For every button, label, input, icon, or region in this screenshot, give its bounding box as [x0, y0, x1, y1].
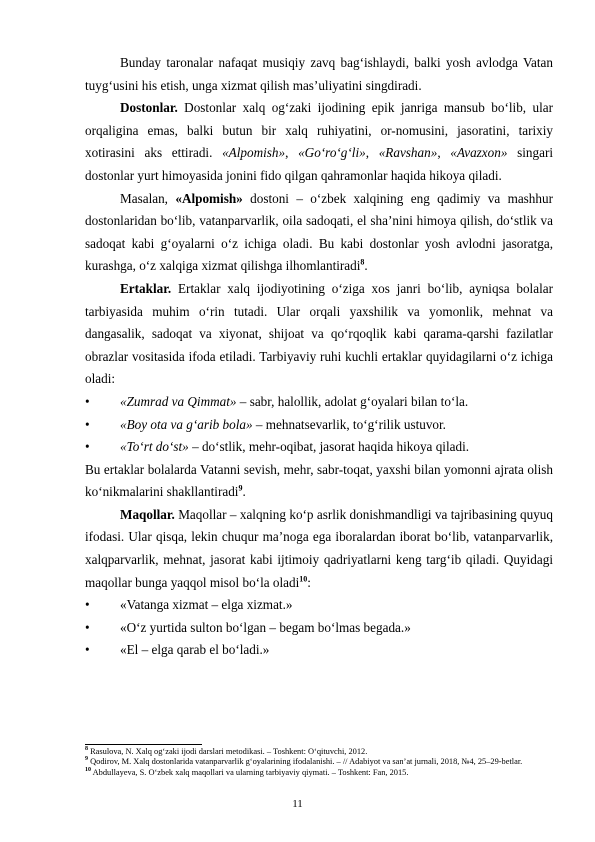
ertak-desc: – do‘stlik, mehr-oqibat, jasorat haqida hikoya qiladi. [188, 439, 470, 455]
colon: : [307, 574, 311, 590]
heading-maqollar: Maqollar. [120, 506, 175, 522]
list-item-ertak-2 [85, 414, 553, 437]
footnote-text: Qodirov, M. Xalq dostonlarida vatanparvarlik g‘oyalarining ifodalanishi. – // Adabiyot va san’at jurnali, 2018, №4, 25–29-betlar. [88, 757, 523, 767]
bullet-icon: • [85, 642, 90, 658]
maqol-text: «O‘z yurtida sulton bo‘lgan – begam bo‘lmas begada.» [120, 619, 411, 635]
list-item-ertak-1 [85, 391, 553, 414]
list-item-maqol-1 [85, 594, 553, 617]
heading-dostonlar: Dostonlar. [120, 100, 178, 116]
ertak-desc: – mehnatsevarlik, to‘g‘rilik ustuvor. [252, 416, 446, 432]
list-item-maqol-3 [85, 639, 553, 662]
period: . [242, 484, 246, 500]
ertak-title: «Boy ota va g‘arib bola» [120, 416, 253, 432]
footnote-ref-8[interactable]: 8 [360, 257, 365, 267]
footnote-number: 9 [85, 756, 88, 763]
footnote-ref-10[interactable]: 10 [299, 574, 308, 584]
paragraph-dostonlar [85, 97, 553, 187]
ertaklar-text: Ertaklar xalq ijodiyotining o‘ziga xos janri bo‘lib, ayniqsa bolalar tarbiyasida muhim o‘rin tutadi. Ular orqali yaxshilik va yomonlik, mehnat va dangasalik, sadoqat va xiyonat, shijoat va qo‘rqoqlik kabi qarama-qarshi fazilatlar obrazlar vositasida ifoda etiladi. Tarbiyaviy ruhi kuchli ertaklar quyidagilarni o‘z ichiga oladi: [85, 280, 553, 387]
bullet-icon: • [85, 439, 90, 455]
alpomish-text-a: Masalan, [120, 190, 176, 206]
footnotes [85, 747, 553, 778]
paragraph-alpomish [85, 188, 553, 278]
maqol-text: «El – elga qarab el bo‘ladi.» [120, 642, 270, 658]
paragraph-maqollar [85, 504, 553, 594]
footnote-9 [85, 757, 553, 767]
title-goroghli: «Go‘ro‘g‘li» [298, 145, 366, 161]
footnote-number: 10 [85, 766, 91, 773]
heading-ertaklar: Ertaklar. [120, 280, 172, 296]
bullet-icon: • [85, 619, 90, 635]
bullet-icon: • [85, 416, 90, 432]
page-body [85, 52, 553, 662]
alpomish-text-b: dostoni – o‘zbek xalqining eng qadimiy va mashhur dostonlaridan bo‘lib, vatanparvarlik, oila sadoqati, el sha’nini himoya qilish, do‘stlik va sadoqat kabi g‘oyalarni o‘z ichiga oladi. Bu kabi dostonlar yosh avlodni jasoratga, kurashga, o‘z xalqiga xizmat qilishga ilhomlantiradi [85, 190, 553, 274]
sep: , [365, 145, 379, 161]
alpomish-bold: «Alpomish» [175, 190, 243, 206]
footnote-ref-9[interactable]: 9 [238, 483, 243, 493]
paragraph-intro: Bunday taronalar nafaqat musiqiy zavq bag‘ishlaydi, balki yosh avlodga Vatan tuyg‘usini his etish, unga xizmat qilish mas’uliyatini singdiradi. [85, 55, 553, 93]
page-number: 11 [292, 798, 303, 810]
paragraph-ertaklar [85, 278, 553, 391]
dostonlar-text-a: Dostonlar xalq og‘zaki ijodining epik janriga mansub bo‘lib, ular orqaligina emas, balki butun bir xalq ruhiyatini, or-nomusini, jasoratini, tarixiy xotirasini aks ettiradi. [85, 100, 553, 161]
list-item-ertak-3 [85, 436, 553, 459]
bullet-icon: • [85, 597, 90, 613]
footnote-text: Rasulova, N. Xalq og‘zaki ijodi darslari metodikasi. – Toshkent: O‘qituvchi, 2012. [88, 747, 368, 756]
sep: , [437, 145, 451, 161]
maqollar-text: Maqollar – xalqning ko‘p asrlik donishmandligi va tajribasining quyuq ifodasi. Ular qisqa, lekin chuqur ma’noga ega iboralardan iborat bo‘lib, vatanparvarlik, xalqparvarlik, mehnat, jasorat kabi ijtimoiy qadriyatlarni keng targ‘ib qiladi. Quyidagi maqollar bunga yaqqol misol bo‘la oladi [85, 506, 553, 590]
ertak-desc: – sabr, halollik, adolat g‘oyalari bilan to‘la. [236, 393, 469, 409]
ertak-title: «To‘rt do‘st» [120, 439, 189, 455]
footnote-10 [85, 768, 553, 778]
period: . [364, 258, 368, 274]
paragraph-ertaklar-summary [85, 459, 553, 504]
bullet-icon: • [85, 393, 90, 409]
footnote-divider [85, 744, 202, 745]
sep: , [285, 145, 299, 161]
footnote-number: 8 [85, 746, 88, 753]
ertak-title: «Zumrad va Qimmat» [120, 393, 237, 409]
footnote-8 [85, 747, 553, 757]
summary-text: Bu ertaklar bolalarda Vatanni sevish, mehr, sabr-toqat, yaxshi bilan yomonni ajrata olish ko‘nikmalarini shakllantiradi [85, 461, 553, 500]
footnote-text: Abdullayeva, S. O‘zbek xalq maqollari va ularning tarbiyaviy qiymati. – Toshkent: Fan, 2015. [91, 767, 409, 777]
dostonlar-text-b: singari dostonlar yurt himoyasida jonini fido qilgan qahramonlar haqida hikoya qiladi. [85, 145, 554, 183]
title-ravshan: «Ravshan» [378, 145, 438, 161]
title-alpomish: «Alpomish» [222, 145, 286, 161]
list-item-maqol-2 [85, 617, 553, 640]
title-avazxon: «Avazxon» [450, 145, 508, 161]
maqol-text: «Vatanga xizmat – elga xizmat.» [120, 597, 293, 613]
